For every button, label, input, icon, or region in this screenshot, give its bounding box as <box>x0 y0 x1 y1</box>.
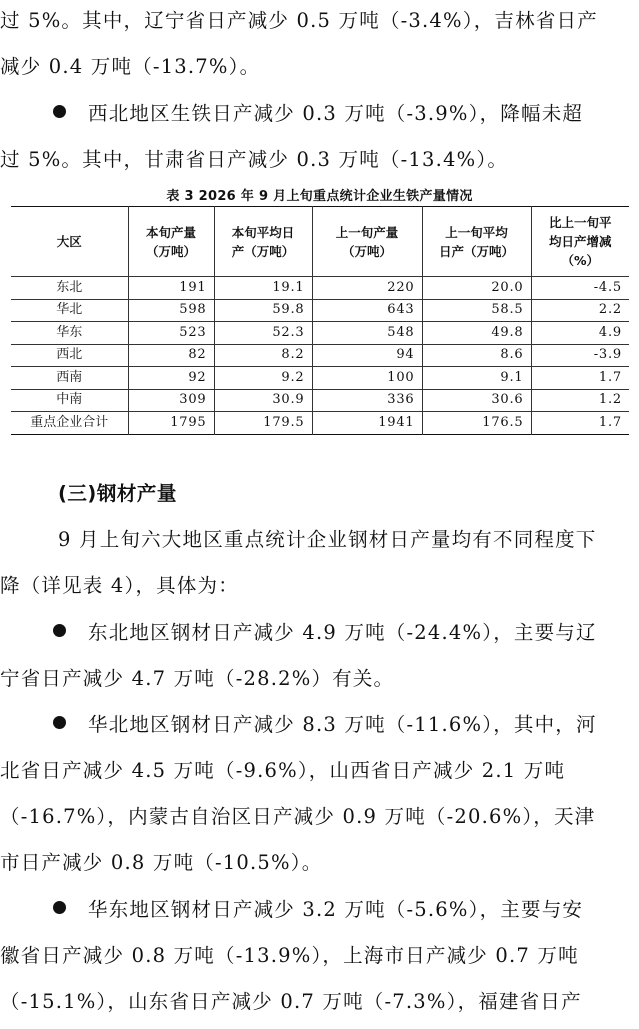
northeast-bullet <box>0 610 639 702</box>
northeast-line-2: 宁省日产减少 4.7 万吨（-28.2%）有关。 <box>0 667 395 690</box>
cell-region: 华东 <box>11 322 128 345</box>
cell-current-avg: 59.8 <box>214 299 312 322</box>
section-title: (三)钢材产量 <box>58 482 177 505</box>
section-intro <box>0 517 639 609</box>
cell-current: 92 <box>128 367 214 390</box>
east-line-3: （-15.1%），山东省日产减少 0.7 万吨（-7.3%），福建省日产 <box>0 990 582 1013</box>
cell-region: 东北 <box>11 277 128 300</box>
north-line-1: 华北地区钢材日产减少 8.3 万吨（-11.6%），其中，河 <box>88 713 597 736</box>
east-line-1: 华东地区钢材日产减少 3.2 万吨（-5.6%），主要与安 <box>88 898 584 921</box>
cell-prev: 548 <box>312 322 422 345</box>
cell-change: -4.5 <box>531 277 629 300</box>
cell-change: 1.7 <box>531 367 629 390</box>
cell-current: 598 <box>128 299 214 322</box>
table-row <box>11 277 629 300</box>
cell-change: -3.9 <box>531 344 629 367</box>
header-prev-avg: 上一旬平均 日产（万吨） <box>422 207 531 277</box>
table-header-row <box>11 207 629 277</box>
cell-prev-avg: 58.5 <box>422 299 531 322</box>
cell-prev-avg: 49.8 <box>422 322 531 345</box>
header-current: 本旬产量 （万吨） <box>128 207 214 277</box>
cell-current-avg: 8.2 <box>214 344 312 367</box>
cell-prev-avg: 30.6 <box>422 389 531 412</box>
cell-current-avg: 9.2 <box>214 367 312 390</box>
cell-prev-avg: 9.1 <box>422 367 531 390</box>
header-prev: 上一旬产量 （万吨） <box>312 207 422 277</box>
cell-current: 82 <box>128 344 214 367</box>
cell-current-avg: 179.5 <box>214 412 312 435</box>
cell-region: 西北 <box>11 344 128 367</box>
table-row <box>11 299 629 322</box>
header-region: 大区 <box>11 207 128 277</box>
bullet-icon <box>53 716 66 729</box>
cell-region: 华北 <box>11 299 128 322</box>
north-line-2: 北省日产减少 4.5 万吨（-9.6%），山西省日产减少 2.1 万吨 <box>0 759 566 782</box>
cell-prev: 220 <box>312 277 422 300</box>
table-row <box>11 322 629 345</box>
cell-change: 4.9 <box>531 322 629 345</box>
cell-region: 重点企业合计 <box>30 414 109 430</box>
cell-prev: 1941 <box>312 412 422 435</box>
north-line-3: （-16.7%），内蒙古自治区日产减少 0.9 万吨（-20.6%），天津 <box>0 805 596 828</box>
table-caption: 表 3 2026 年 9 月上旬重点统计企业生铁产量情况 <box>166 189 473 204</box>
cell-current-avg: 30.9 <box>214 389 312 412</box>
table-row <box>11 344 629 367</box>
header-change: 比上一旬平 均日产增减 （%） <box>531 207 629 277</box>
cell-current-avg: 19.1 <box>214 277 312 300</box>
cell-change: 2.2 <box>531 299 629 322</box>
header-current-avg: 本旬平均日 产（万吨） <box>214 207 312 277</box>
bullet-icon <box>53 105 66 118</box>
east-line-2: 徽省日产减少 0.8 万吨（-13.9%），上海市日产减少 0.7 万吨 <box>0 944 579 967</box>
cell-change: 1.2 <box>531 389 629 412</box>
northeast-line-1: 东北地区钢材日产减少 4.9 万吨（-24.4%），主要与辽 <box>88 621 597 644</box>
cell-current: 309 <box>128 389 214 412</box>
cell-prev: 94 <box>312 344 422 367</box>
northwest-bullet <box>0 91 639 183</box>
bullet-icon <box>53 624 66 637</box>
cell-prev: 643 <box>312 299 422 322</box>
table-row <box>11 389 629 412</box>
cell-prev: 100 <box>312 367 422 390</box>
table-row <box>11 367 629 390</box>
intro-line-2: 减少 0.4 万吨（-13.7%）。 <box>0 55 261 78</box>
north-bullet <box>0 702 639 886</box>
cell-prev-avg: 8.6 <box>422 344 531 367</box>
intro-line-1: 过 5%。其中，辽宁省日产减少 0.5 万吨（-3.4%），吉林省日产 <box>0 9 598 32</box>
cell-region: 西南 <box>11 367 128 390</box>
cell-current: 1795 <box>128 412 214 435</box>
section-intro-line-2: 降（详见表 4），具体为： <box>0 574 239 597</box>
bullet-icon <box>53 901 66 914</box>
cell-region: 中南 <box>11 389 128 412</box>
pig-iron-table <box>11 206 629 435</box>
intro-paragraph <box>0 0 639 90</box>
table-total-row <box>11 412 629 435</box>
east-bullet <box>0 887 639 1025</box>
section-intro-line-1: 9 月上旬六大地区重点统计企业钢材日产量均有不同程度下 <box>58 528 597 551</box>
cell-current: 523 <box>128 322 214 345</box>
cell-prev-avg: 176.5 <box>422 412 531 435</box>
northwest-line-1: 西北地区生铁日产减少 0.3 万吨（-3.9%），降幅未超 <box>88 102 584 125</box>
cell-change: 1.7 <box>531 412 629 435</box>
cell-current-avg: 52.3 <box>214 322 312 345</box>
cell-prev-avg: 20.0 <box>422 277 531 300</box>
northwest-line-2: 过 5%。其中，甘肃省日产减少 0.3 万吨（-13.4%）。 <box>0 148 509 171</box>
cell-prev: 336 <box>312 389 422 412</box>
cell-current: 191 <box>128 277 214 300</box>
north-line-4: 市日产减少 0.8 万吨（-10.5%）。 <box>0 851 323 874</box>
